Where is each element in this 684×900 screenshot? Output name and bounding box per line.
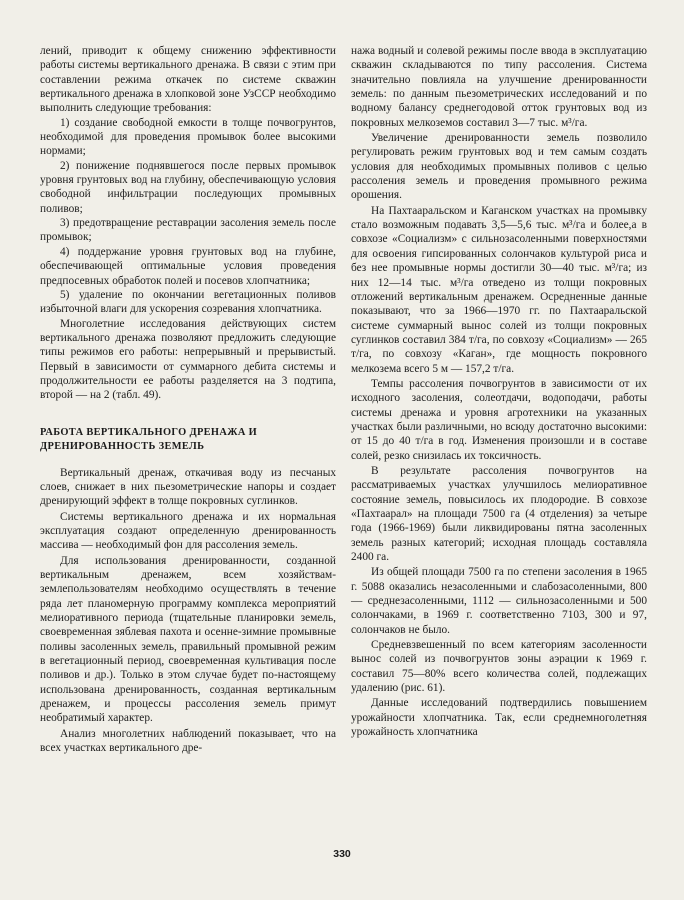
paragraph: Многолетние исследования действующих систем вертикального дренажа позволяют предложить следующие типы режимов его работы: непрерывный и прерывистый. Первый в зависимости от суммарного дебита системы и продолжительности ее работы разделяется на 3 подтипа, второй — на 2 (табл. 49). (40, 317, 336, 402)
list-item: 1) создание свободной емкости в толще почвогрунтов, необходимой для проведения промывок более высокими нормами; (40, 116, 336, 158)
right-column (351, 44, 647, 740)
paragraph: лений, приводит к общему снижению эффективности работы системы вертикального дренажа. В связи с этим при составлении режима откачек по системе скважин вертикального дренажа в хлопковой зоне УзССР необходимо выполнить следующие требования: (40, 45, 336, 115)
page-number: 330 (333, 848, 351, 860)
list-item: 4) поддержание уровня грунтовых вод на глубине, обеспечивающей оптимальные условия проведения предпосевных обработок полей и посевов хлопчатника; (40, 245, 336, 287)
paragraph: Вертикальный дренаж, откачивая воду из песчаных слоев, снижает в них пьезометрические напоры и создает дренирующий эффект в толще покровных суглинков. (40, 466, 336, 508)
paragraph: Увеличение дренированности земель позволило регулировать режим грунтовых вод и тем самым создать условия для необходимых промывных поливов с целью рассоления земель и проведения промывного режима орошения. (351, 132, 647, 202)
paragraph: Средневзвешенный по всем категориям засоленности вынос солей из почвогрунтов зоны аэрации к 1969 г. составил 75—80% всего количества солей, подлежащих удалению (рис. 61). (351, 639, 647, 695)
paragraph: нажа водный и солевой режимы после ввода в эксплуатацию скважин складываются по типу рассоления. Система значительно повлияла на улучшение дренированности земель: по данным пьезометрических исследований и по водному балансу среднегодовой отток грунтовых вод из покровных мелкоземов составил 3—7 тыс. м³/га. (351, 45, 647, 129)
section-heading: РАБОТА ВЕРТИКАЛЬНОГО ДРЕНАЖА И ДРЕНИРОВАННОСТЬ ЗЕМЕЛЬ (40, 426, 258, 452)
paragraph: На Пахтааральском и Каганском участках на промывку стало возможным подавать 3,5—5,6 тыс. м³/га и более,а в совхозе «Социализм» с сильнозасоленными поверхностями для освоения гипсированных солончаков культурой риса и без нее промывные нормы достигли 30—40 тыс. м³/га; из них 12—14 тыс. м³/га отведено из толщи покровных отложений вертикальным дренажем. Осредненные данные показывают, что за 1966—1970 гг. по Пахтааральской системе суммарный вынос солей из толщи покровных суглинков составил 384 т/га, по совхозу «Социализм» — 265 т/га, по совхозу «Каган», где мощность покровного мелкозема всего 5 м — 157,2 т/га. (351, 204, 647, 375)
paragraph: Данные исследований подтвердились повышением урожайности хлопчатника. Так, если среднемноголетняя урожайность хлопчатника (351, 697, 647, 739)
paragraph: Анализ многолетних наблюдений показывает, что на всех участках вертикального дре- (40, 727, 336, 755)
paragraph: Системы вертикального дренажа и их нормальная эксплуатация создают определенную дренированность массива — необходимый фон для рассоления земель. (40, 510, 336, 552)
list-item: 5) удаление по окончании вегетационных поливов избыточной влаги для ускорения созревания хлопчатника. (40, 288, 336, 316)
list-item: 2) понижение поднявшегося после первых промывок уровня грунтовых вод на глубину, обеспечивающую условия свободной инфильтрации последующих промывных поливов; (40, 159, 336, 215)
list-item: 3) предотвращение реставрации засоления земель после промывок; (40, 217, 336, 244)
paragraph: Темпы рассоления почвогрунтов в зависимости от их исходного засоления, солеотдачи, водоподачи, работы системы дренажа и уровня агротехники на указанных участках были различными, но всюду достаточно высокими: от 15 до 40 т/га в год. Изменения произошли и в составе солей, резко снизилась их токсичность. (351, 377, 647, 462)
paragraph: Из общей площади 7500 га по степени засоления в 1965 г. 5088 оказались незасоленными и слабозасоленными, 800 — среднезасоленными, 1112 — сильнозасоленными и 500 солончаками, в 1969 г. соответственно 7103, 300 и 97, солончаков не было. (351, 566, 647, 636)
paragraph: В результате рассоления почвогрунтов на рассматриваемых участках улучшилось мелиоративное состояние земель, повысилось их плодородие. В совхозе «Пахтаарал» на площади 7500 га (4 отделения) за четыре года (1966-1969) были ликвидированы пятна засоленных земель разных категорий; исходная площадь составляла 2400 га. (351, 464, 647, 564)
left-column (40, 44, 336, 755)
paragraph: Для использования дренированности, созданной вертикальным дренажем, всем хозяйствам-землепользователям необходимо осуществлять в течение ряда лет планомерную программу комплекса мероприятий мелиоративного периода (тщательные планировки земель, своевременная зяблевая пахота и осенне-зимние промывные поливы засоленных земель, правильный промывной режим в вегетационный период, своевременная культивация после поливов и др.). Только в этом случае будет по-настоящему использована дренированность, созданная вертикальным дренажем, и процессы рассоления земель примут необратимый характер. (40, 554, 336, 725)
